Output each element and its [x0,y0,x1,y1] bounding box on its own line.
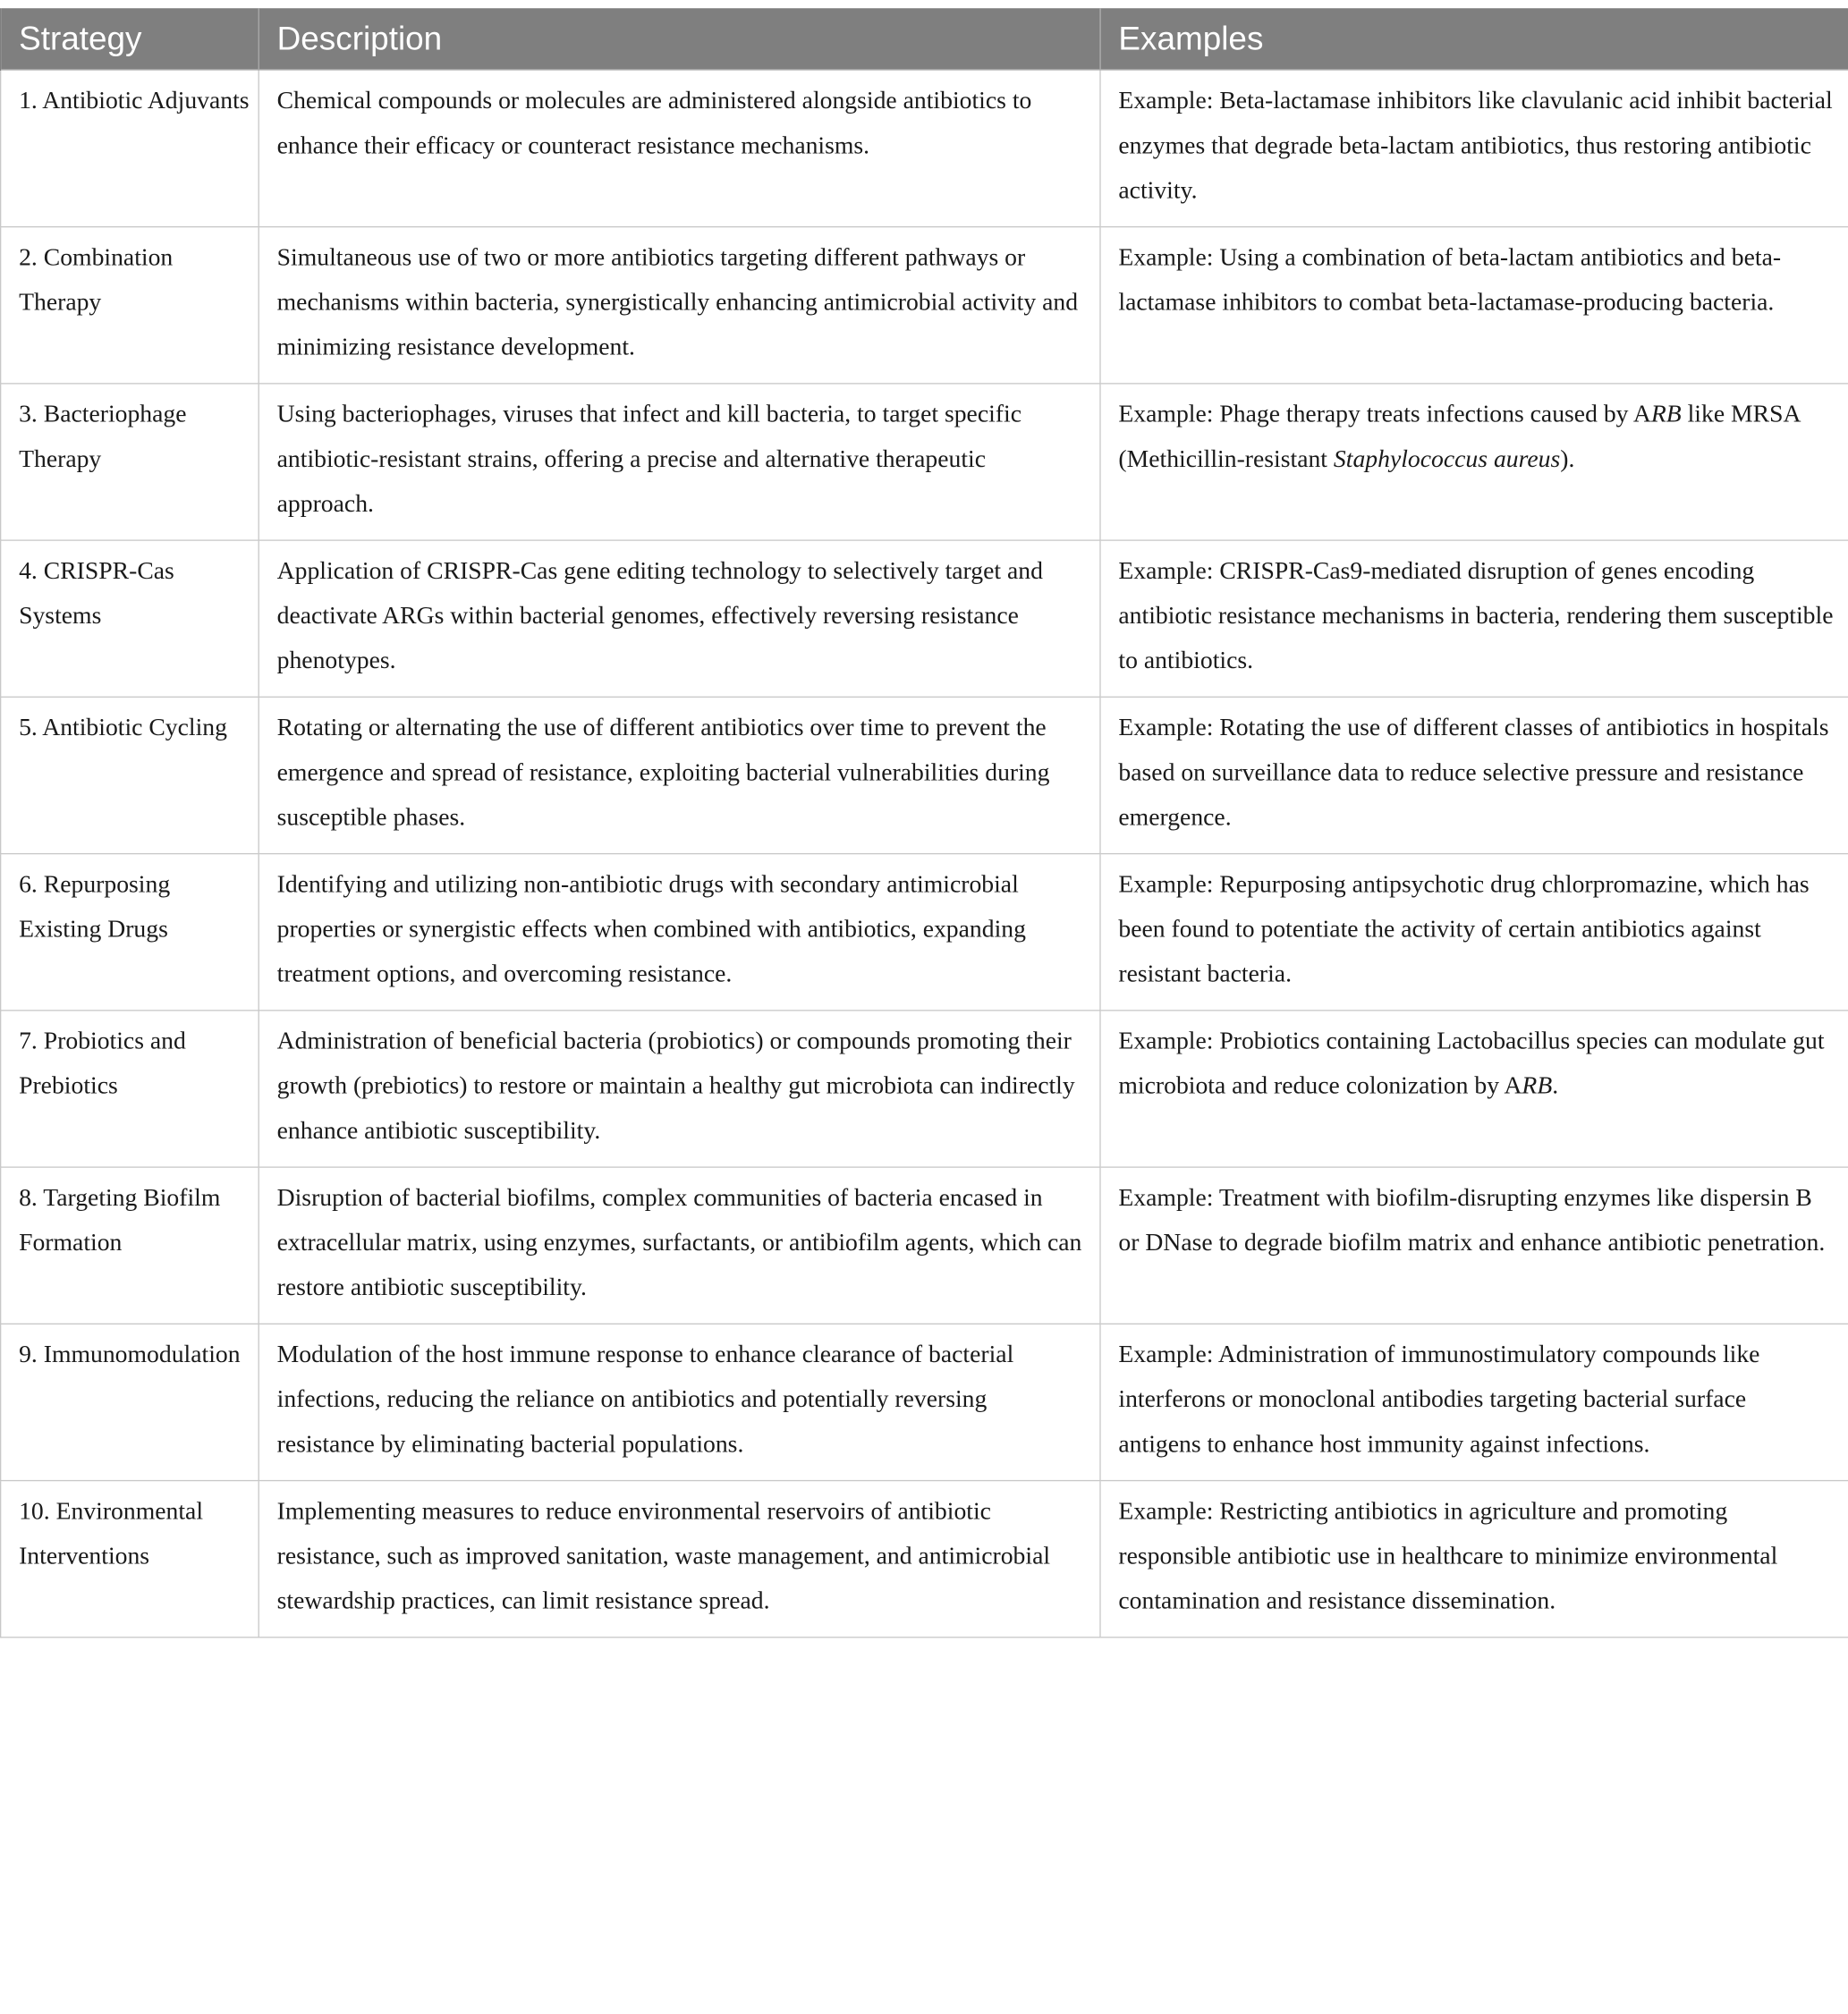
example-cell: Example: Beta-lactamase inhibitors like clavulanic acid inhibit bacterial enzymes that degrade beta-lactam antibiotics, thus restoring antibiotic activity. [1100,70,1848,226]
example-cell: Example: Rotating the use of different classes of antibiotics in hospitals based on surveillance data to reduce selective pressure and resistance emergence. [1100,697,1848,853]
example-cell: Example: Repurposing antipsychotic drug chlorpromazine, which has been found to potentiate the activity of certain antibiotics against resistant bacteria. [1100,853,1848,1010]
example-italic: RB [1650,399,1682,427]
header-row [1,8,1848,70]
example-cell: Example: Administration of immunostimulatory compounds like interferons or monoclonal antibodies targeting bacterial surface antigens to enhance host immunity against infections. [1100,1324,1848,1480]
example-text: Example: Phage therapy treats infections caused by A [1118,399,1651,427]
strategy-cell: 10. Environmental Interventions [1,1480,259,1637]
strategy-cell: 4. CRISPR-Cas Systems [1,539,259,696]
strategy-cell: 3. Bacteriophage Therapy [1,383,259,539]
description-cell: Disruption of bacterial biofilms, complex communities of bacteria encased in extracellular matrix, using enzymes, surfactants, or antibiofilm agents, which can restore antibiotic susceptibility. [259,1166,1100,1323]
strategy-cell: 1. Antibiotic Adjuvants [1,70,259,226]
description-cell: Chemical compounds or molecules are administered alongside antibiotics to enhance their efficacy or counteract resistance mechanisms. [259,70,1100,226]
strategy-cell: 8. Targeting Biofilm Formation [1,1166,259,1323]
example-cell: Example: CRISPR-Cas9-mediated disruption of genes encoding antibiotic resistance mechanisms in bacteria, rendering them susceptible to antibiotics. [1100,539,1848,696]
table-row [1,1480,1848,1637]
description-cell: Administration of beneficial bacteria (probiotics) or compounds promoting their growth (prebiotics) to restore or maintain a healthy gut microbiota can indirectly enhance antibiotic susceptibility. [259,1010,1100,1166]
description-cell: Identifying and utilizing non-antibiotic drugs with secondary antimicrobial properties or synergistic effects when combined with antibiotics, expanding treatment options, and overcoming resistance. [259,853,1100,1010]
example-cell: Example: Treatment with biofilm-disrupting enzymes like dispersin B or DNase to degrade biofilm matrix and enhance antibiotic penetration. [1100,1166,1848,1323]
strategy-cell: 6. Repurposing Existing Drugs [1,853,259,1010]
table-row [1,1324,1848,1480]
example-cell: Example: Restricting antibiotics in agriculture and promoting responsible antibiotic use in healthcare to minimize environmental contamination and resistance dissemination. [1100,1480,1848,1637]
table-row [1,70,1848,226]
example-text: ). [1560,444,1575,472]
table-row [1,697,1848,853]
example-cell [1100,383,1848,539]
description-cell: Using bacteriophages, viruses that infect and kill bacteria, to target specific antibiotic-resistant strains, offering a precise and alternative therapeutic approach. [259,383,1100,539]
table-row [1,1010,1848,1166]
strategy-cell: 2. Combination Therapy [1,226,259,383]
example-cell [1100,1010,1848,1166]
table-row [1,853,1848,1010]
table-row [1,1166,1848,1323]
example-italic: RB [1522,1070,1553,1099]
table-row [1,226,1848,383]
example-text: . [1552,1070,1559,1099]
table-row [1,383,1848,539]
strategy-cell: 5. Antibiotic Cycling [1,697,259,853]
description-cell: Rotating or alternating the use of different antibiotics over time to prevent the emergence and spread of resistance, exploiting bacterial vulnerabilities during susceptible phases. [259,697,1100,853]
strategies-table [0,8,1848,1637]
header-description: Description [259,8,1100,70]
description-cell: Implementing measures to reduce environmental reservoirs of antibiotic resistance, such as improved sanitation, waste management, and antimicrobial stewardship practices, can limit resistance spread. [259,1480,1100,1637]
header-examples: Examples [1100,8,1848,70]
description-cell: Modulation of the host immune response to enhance clearance of bacterial infections, reducing the reliance on antibiotics and potentially reversing resistance by eliminating bacterial populations. [259,1324,1100,1480]
example-italic: Staphylococcus aureus [1333,444,1561,472]
description-cell: Application of CRISPR-Cas gene editing technology to selectively target and deactivate ARGs within bacterial genomes, effectively reversing resistance phenotypes. [259,539,1100,696]
example-cell: Example: Using a combination of beta-lactam antibiotics and beta-lactamase inhibitors to combat beta-lactamase-producing bacteria. [1100,226,1848,383]
header-strategy: Strategy [1,8,259,70]
table-row [1,539,1848,696]
example-text: like MRSA (Methicillin-resistant [1118,399,1800,472]
description-cell: Simultaneous use of two or more antibiotics targeting different pathways or mechanisms within bacteria, synergistically enhancing antimicrobial activity and minimizing resistance development. [259,226,1100,383]
strategy-cell: 9. Immunomodulation [1,1324,259,1480]
example-text: Example: Probiotics containing Lactobacillus species can modulate gut microbiota and reduce colonization by A [1118,1025,1825,1099]
strategy-cell: 7. Probiotics and Prebiotics [1,1010,259,1166]
